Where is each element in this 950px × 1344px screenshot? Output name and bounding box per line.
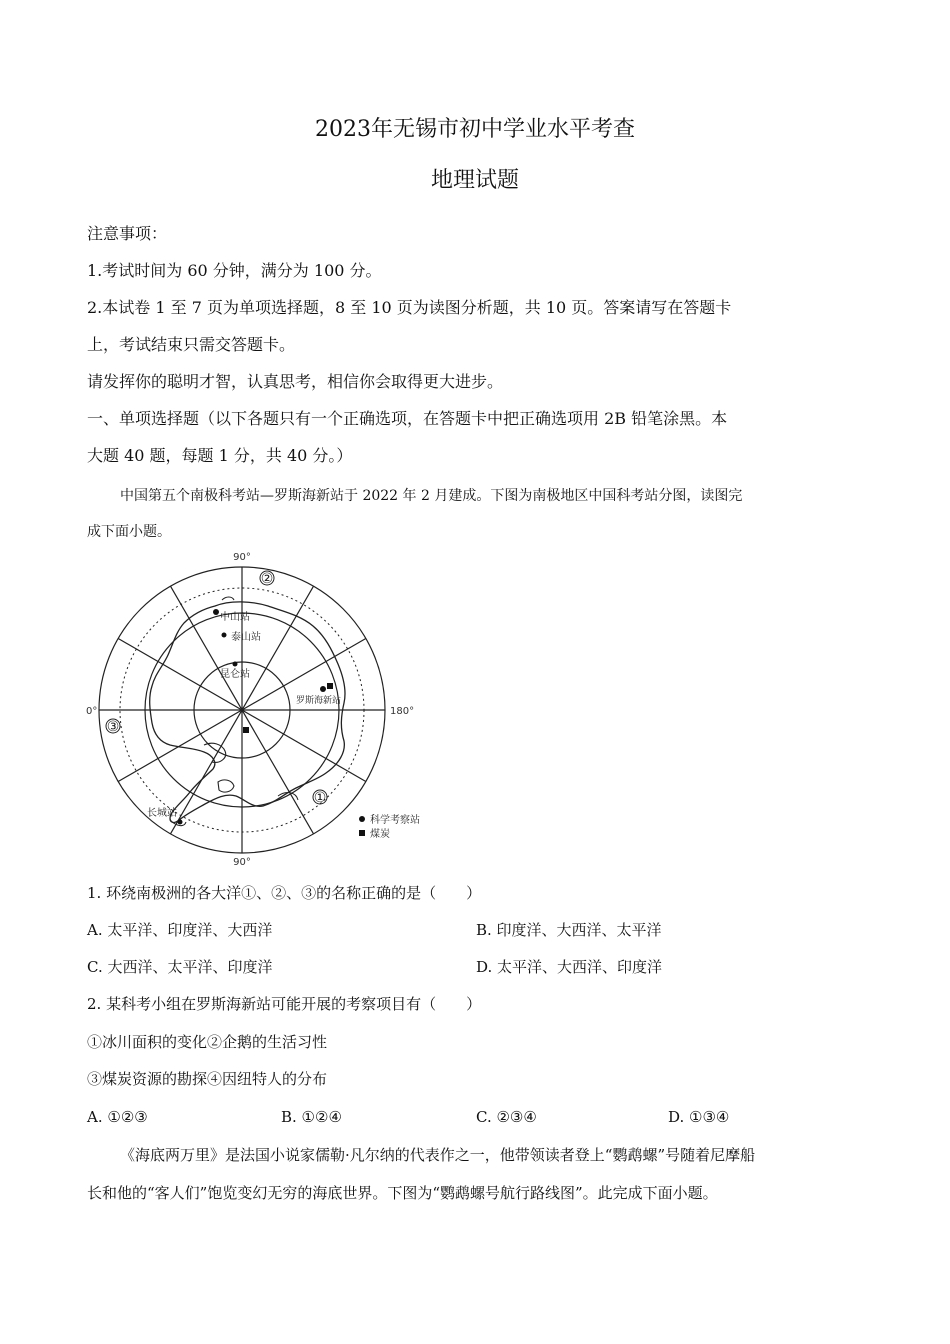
zhongshan-station-dot xyxy=(213,609,219,615)
legend-station-label: 科学考察站 xyxy=(370,815,420,826)
rossnew-station-label: 罗斯海新站 xyxy=(296,696,342,706)
section-heading-line-2: 大题 40 题，每题 1 分，共 40 分。） xyxy=(87,446,353,465)
question-2-items-line-2: ③煤炭资源的勘探④因纽特人的分布 xyxy=(87,1070,328,1088)
question-1-option-b: B. 印度洋、大西洋、太平洋 xyxy=(476,921,662,939)
label-180-degree: 180° xyxy=(390,706,415,717)
taishan-station-dot xyxy=(222,633,227,638)
question-1-option-a: A. 太平洋、印度洋、大西洋 xyxy=(87,921,273,939)
question-2-items-line-1: ①冰川面积的变化②企鹅的生活习性 xyxy=(87,1033,328,1051)
rossnew-station-dot xyxy=(320,686,326,692)
label-90-bottom: 90° xyxy=(233,857,251,868)
question-1-stem: 1. 环绕南极洲的各大洋①、②、③的名称正确的是（ ） xyxy=(87,884,482,902)
ocean-label-3: ③ xyxy=(106,719,120,735)
question-2-option-c: C. ②③④ xyxy=(476,1108,537,1126)
intro-2-line-2: 长和他的“客人们”饱览变幻无穷的海底世界。下图为“鹦鹉螺号航行路线图”。此完成下面小题。 xyxy=(87,1184,718,1202)
intro-2-line-1: 《海底两万里》是法国小说家儒勒·凡尔纳的代表作之一，他带领读者登上“鹦鹉螺”号随着尼摩船 xyxy=(120,1146,756,1164)
question-2-option-a: A. ①②③ xyxy=(87,1108,148,1126)
changcheng-station-dot xyxy=(178,820,183,825)
coal-marker-ross xyxy=(327,683,333,689)
zhongshan-station-label: 中山站 xyxy=(220,612,250,623)
section-heading-line-1: 一、单项选择题（以下各题只有一个正确选项，在答题卡中把正确选项用 2B 铅笔涂黑。本 xyxy=(87,409,728,428)
antarctic-station-map xyxy=(80,540,440,870)
map-legend xyxy=(359,813,420,840)
question-2-stem: 2. 某科考小组在罗斯海新站可能开展的考察项目有（ ） xyxy=(87,995,482,1013)
question-1-option-c: C. 大西洋、太平洋、印度洋 xyxy=(87,958,273,976)
page-title: 2023年无锡市初中学业水平考查 xyxy=(315,117,635,142)
legend-coal-label: 煤炭 xyxy=(370,829,390,840)
label-0-degree: 0° xyxy=(86,706,98,717)
notice-heading: 注意事项： xyxy=(87,224,168,243)
coal-marker-interior xyxy=(243,727,249,733)
kunlun-station-label: 昆仑站 xyxy=(220,669,250,680)
question-1-option-d: D. 太平洋、大西洋、印度洋 xyxy=(476,958,663,976)
notice-item-1: 1.考试时间为 60 分钟，满分为 100 分。 xyxy=(87,261,382,280)
notice-item-2-line-2: 上，考试结束只需交答题卡。 xyxy=(87,335,296,354)
intro-paragraph-line-1: 中国第五个南极科考站—罗斯海新站于 2022 年 2 月建成。下图为南极地区中国科考站分图，读图完 xyxy=(120,488,743,504)
question-2-option-d: D. ①③④ xyxy=(668,1108,730,1126)
kunlun-station-dot xyxy=(233,662,238,667)
notice-encourage: 请发挥你的聪明才智，认真思考，相信你会取得更大进步。 xyxy=(87,372,504,391)
notice-item-2-line-1: 2.本试卷 1 至 7 页为单项选择题，8 至 10 页为读图分析题，共 10 页。答案请写在答题卡 xyxy=(87,298,732,317)
taishan-station-label: 泰山站 xyxy=(231,632,261,643)
changcheng-station-label: 长城站 xyxy=(147,808,177,819)
ocean-label-1: ① xyxy=(313,790,327,806)
intro-paragraph-line-2: 成下面小题。 xyxy=(87,524,171,540)
page-subtitle: 地理试题 xyxy=(430,168,519,193)
ocean-label-2: ② xyxy=(260,571,274,587)
question-2-option-b: B. ①②④ xyxy=(281,1108,342,1126)
label-90-top: 90° xyxy=(233,552,251,563)
